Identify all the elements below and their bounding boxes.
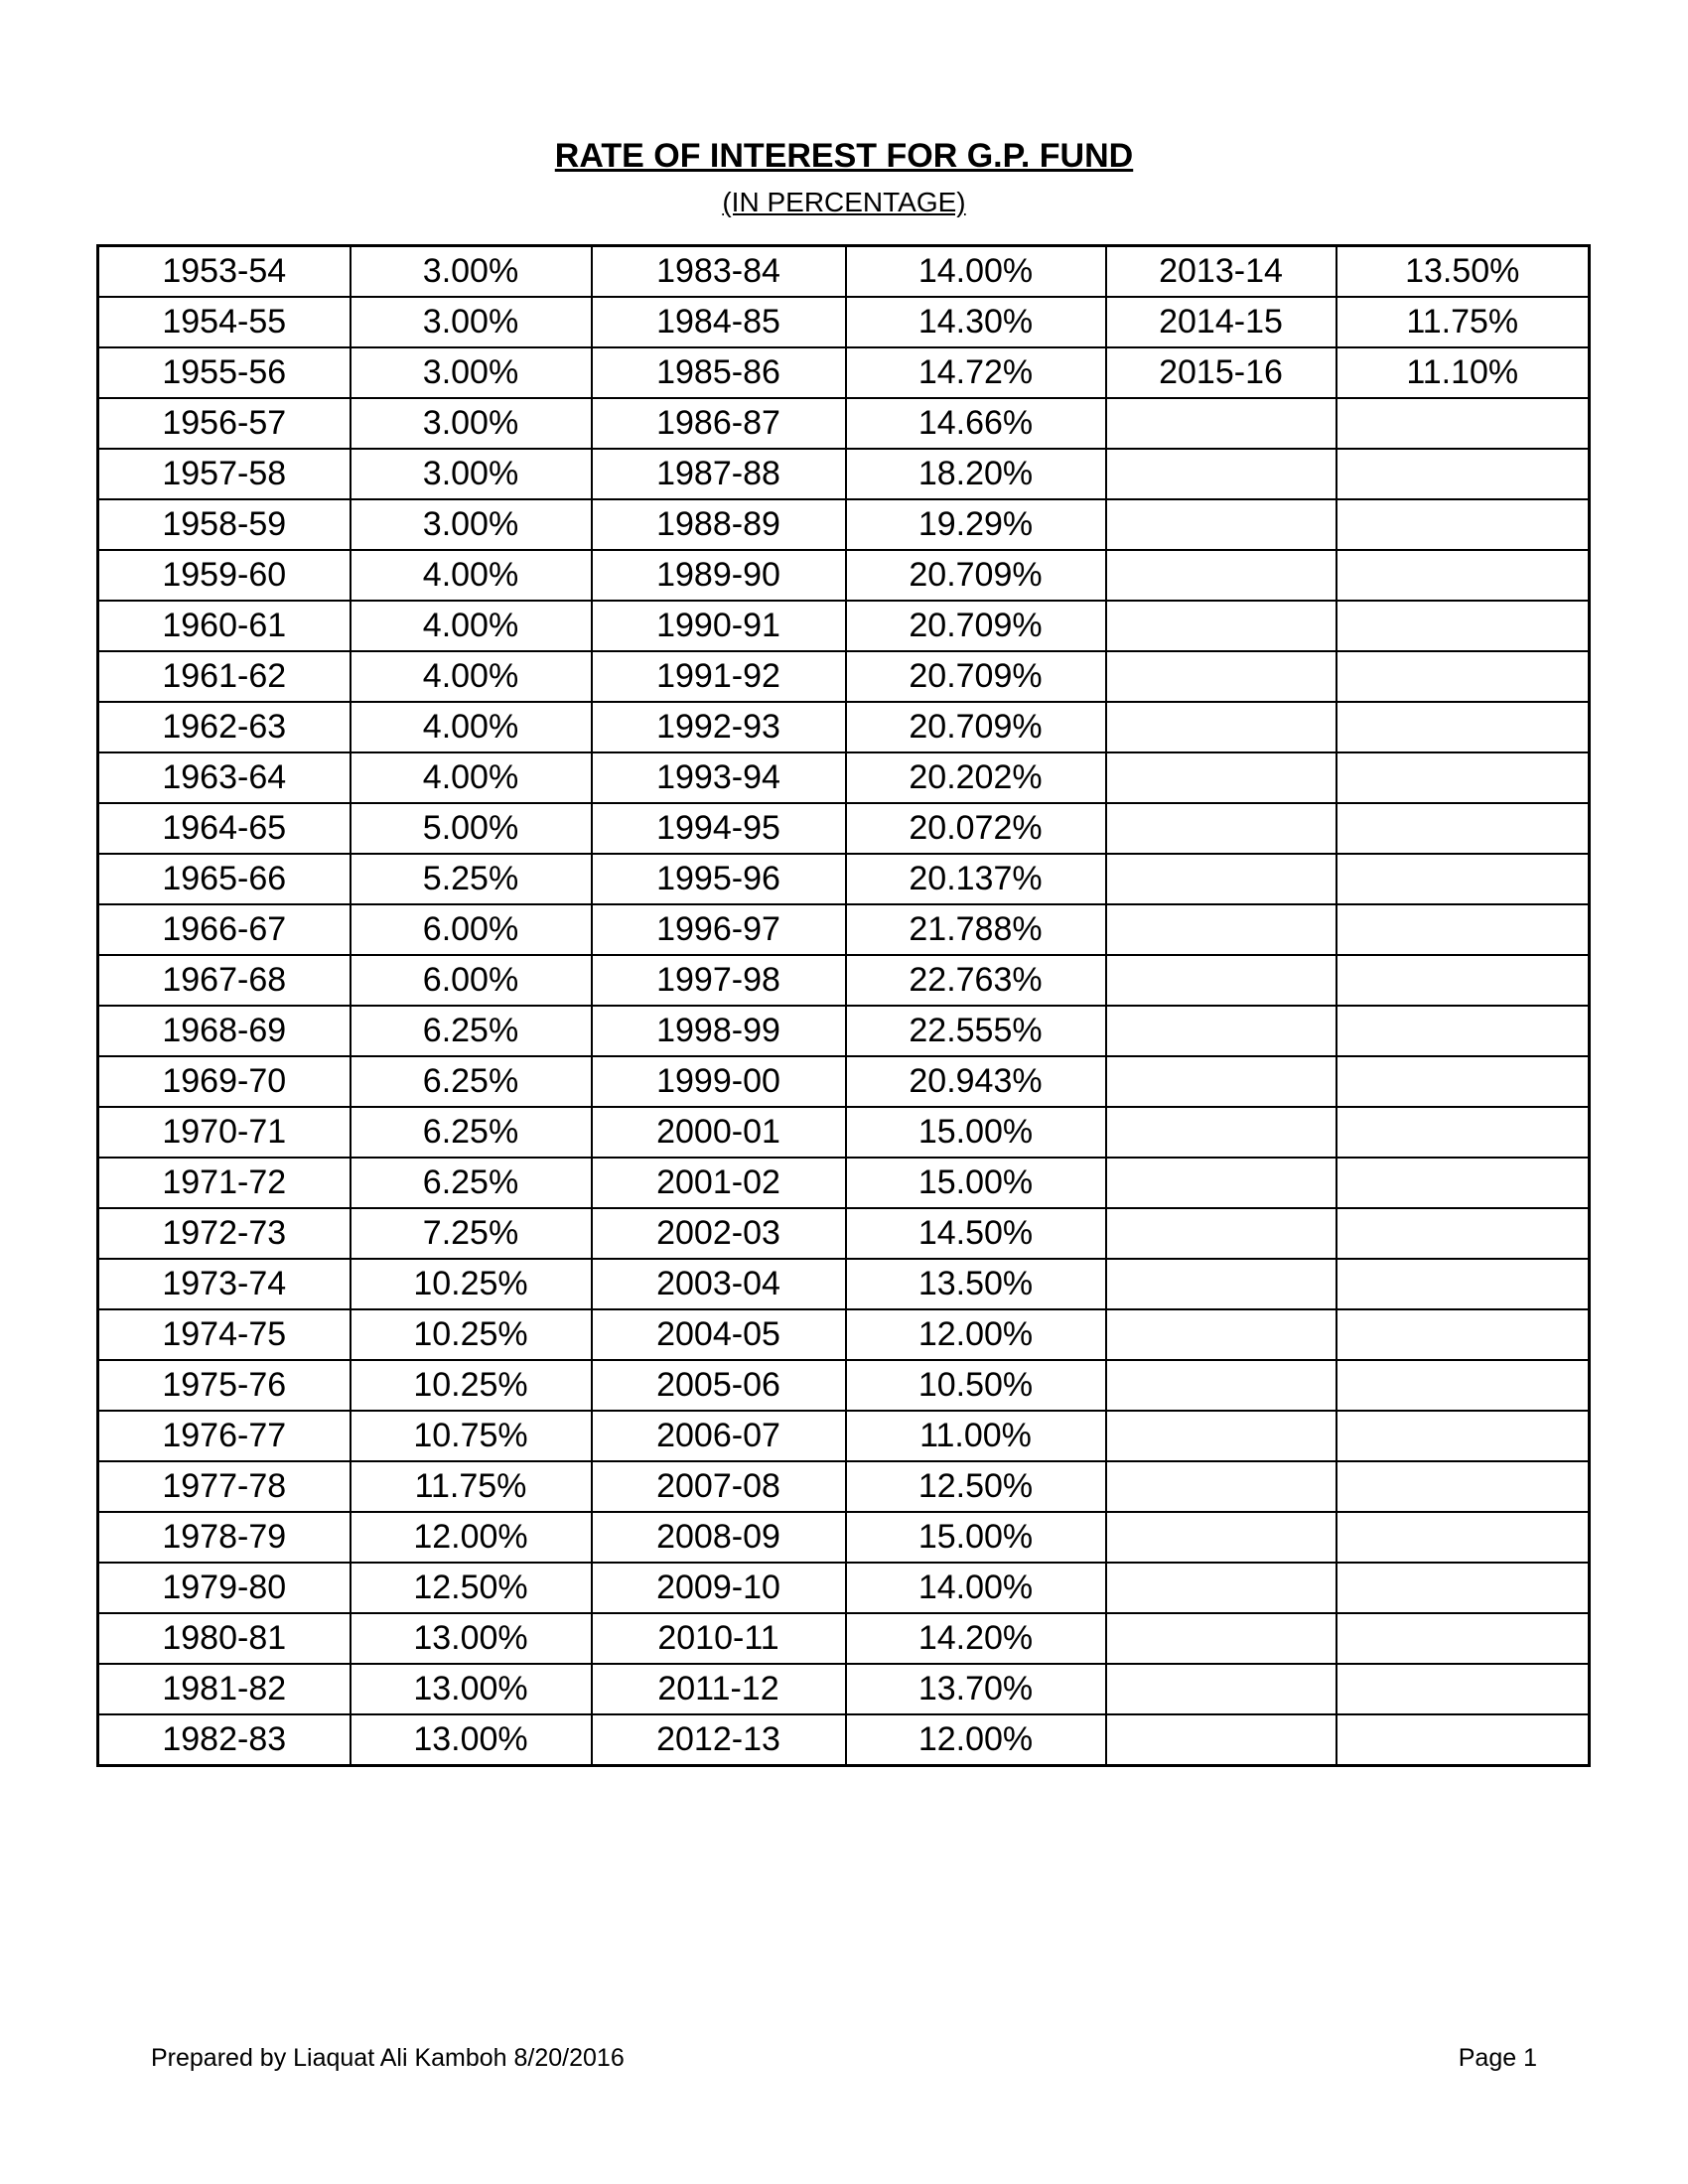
rate-cell: 12.00% <box>351 1512 592 1563</box>
rate-cell: 4.00% <box>351 601 592 651</box>
year-cell: 2004-05 <box>592 1309 846 1360</box>
rate-cell <box>1336 854 1590 904</box>
rate-cell: 7.25% <box>351 1208 592 1259</box>
rate-cell: 20.709% <box>846 601 1106 651</box>
rate-cell: 20.709% <box>846 702 1106 752</box>
table-row <box>98 1107 1590 1158</box>
table-body <box>98 246 1590 1766</box>
year-cell: 1992-93 <box>592 702 846 752</box>
interest-rate-table <box>96 244 1591 1767</box>
table-row <box>98 1006 1590 1056</box>
year-cell: 1989-90 <box>592 550 846 601</box>
year-cell: 1964-65 <box>98 803 351 854</box>
rate-cell: 5.00% <box>351 803 592 854</box>
year-cell: 1990-91 <box>592 601 846 651</box>
rate-cell <box>1336 1259 1590 1309</box>
rate-cell <box>1336 1613 1590 1664</box>
rate-cell <box>1336 1309 1590 1360</box>
year-cell: 1986-87 <box>592 398 846 449</box>
rate-cell: 11.75% <box>351 1461 592 1512</box>
table-row <box>98 1461 1590 1512</box>
rate-cell: 6.25% <box>351 1158 592 1208</box>
rate-cell: 14.00% <box>846 1563 1106 1613</box>
rate-cell: 13.00% <box>351 1714 592 1766</box>
year-cell: 1997-98 <box>592 955 846 1006</box>
rate-cell <box>1336 1006 1590 1056</box>
rate-cell: 4.00% <box>351 702 592 752</box>
rate-cell: 12.50% <box>846 1461 1106 1512</box>
year-cell: 2012-13 <box>592 1714 846 1766</box>
year-cell: 2010-11 <box>592 1613 846 1664</box>
rate-cell: 20.709% <box>846 550 1106 601</box>
rate-cell: 13.50% <box>1336 246 1590 298</box>
year-cell: 2013-14 <box>1106 246 1336 298</box>
rate-cell: 12.50% <box>351 1563 592 1613</box>
rate-cell <box>1336 449 1590 499</box>
year-cell: 2003-04 <box>592 1259 846 1309</box>
year-cell: 2014-15 <box>1106 297 1336 347</box>
footer-page-number: Page 1 <box>1458 2044 1537 2072</box>
year-cell <box>1106 1461 1336 1512</box>
rate-cell <box>1336 1056 1590 1107</box>
year-cell <box>1106 1158 1336 1208</box>
year-cell: 1957-58 <box>98 449 351 499</box>
year-cell: 1999-00 <box>592 1056 846 1107</box>
year-cell: 1960-61 <box>98 601 351 651</box>
table-row <box>98 398 1590 449</box>
year-cell: 1979-80 <box>98 1563 351 1613</box>
table-row <box>98 1259 1590 1309</box>
rate-cell <box>1336 1563 1590 1613</box>
year-cell <box>1106 1714 1336 1766</box>
year-cell: 2001-02 <box>592 1158 846 1208</box>
year-cell: 2000-01 <box>592 1107 846 1158</box>
year-cell <box>1106 803 1336 854</box>
table-row <box>98 904 1590 955</box>
year-cell <box>1106 449 1336 499</box>
year-cell: 1966-67 <box>98 904 351 955</box>
rate-cell: 15.00% <box>846 1107 1106 1158</box>
table-row <box>98 449 1590 499</box>
year-cell: 1980-81 <box>98 1613 351 1664</box>
year-cell: 1996-97 <box>592 904 846 955</box>
rate-cell: 3.00% <box>351 449 592 499</box>
rate-cell: 12.00% <box>846 1714 1106 1766</box>
year-cell: 2008-09 <box>592 1512 846 1563</box>
year-cell: 1974-75 <box>98 1309 351 1360</box>
year-cell: 1953-54 <box>98 246 351 298</box>
rate-cell: 4.00% <box>351 550 592 601</box>
footer-prepared-by: Prepared by Liaquat Ali Kamboh 8/20/2016 <box>151 2044 625 2072</box>
year-cell <box>1106 601 1336 651</box>
rate-cell: 3.00% <box>351 246 592 298</box>
year-cell: 2005-06 <box>592 1360 846 1411</box>
year-cell: 2002-03 <box>592 1208 846 1259</box>
rate-cell: 3.00% <box>351 297 592 347</box>
table-row <box>98 803 1590 854</box>
table-row <box>98 1208 1590 1259</box>
rate-cell: 3.00% <box>351 398 592 449</box>
year-cell <box>1106 398 1336 449</box>
rate-cell: 13.00% <box>351 1664 592 1714</box>
year-cell: 1955-56 <box>98 347 351 398</box>
document-title: RATE OF INTEREST FOR G.P. FUND <box>554 137 1134 175</box>
year-cell: 1987-88 <box>592 449 846 499</box>
rate-cell <box>1336 1664 1590 1714</box>
table-row <box>98 1563 1590 1613</box>
rate-cell: 13.00% <box>351 1613 592 1664</box>
rate-cell: 14.72% <box>846 347 1106 398</box>
year-cell: 1988-89 <box>592 499 846 550</box>
rate-cell: 12.00% <box>846 1309 1106 1360</box>
rate-cell: 19.29% <box>846 499 1106 550</box>
rate-cell: 10.25% <box>351 1259 592 1309</box>
rate-cell: 15.00% <box>846 1512 1106 1563</box>
rate-cell <box>1336 499 1590 550</box>
year-cell: 1969-70 <box>98 1056 351 1107</box>
year-cell: 1975-76 <box>98 1360 351 1411</box>
rate-cell <box>1336 398 1590 449</box>
year-cell: 1982-83 <box>98 1714 351 1766</box>
rate-cell: 20.072% <box>846 803 1106 854</box>
rate-cell: 4.00% <box>351 752 592 803</box>
year-cell: 1958-59 <box>98 499 351 550</box>
year-cell <box>1106 752 1336 803</box>
table-row <box>98 1056 1590 1107</box>
table-row <box>98 1360 1590 1411</box>
year-cell: 2007-08 <box>592 1461 846 1512</box>
year-cell: 1983-84 <box>592 246 846 298</box>
rate-cell: 20.709% <box>846 651 1106 702</box>
rate-cell: 10.50% <box>846 1360 1106 1411</box>
year-cell: 1963-64 <box>98 752 351 803</box>
rate-cell <box>1336 955 1590 1006</box>
rate-cell: 15.00% <box>846 1158 1106 1208</box>
rate-cell: 14.30% <box>846 297 1106 347</box>
rate-cell: 20.943% <box>846 1056 1106 1107</box>
year-cell: 2015-16 <box>1106 347 1336 398</box>
table-row <box>98 1309 1590 1360</box>
rate-cell: 22.763% <box>846 955 1106 1006</box>
rate-cell: 14.50% <box>846 1208 1106 1259</box>
rate-cell: 11.75% <box>1336 297 1590 347</box>
year-cell: 1981-82 <box>98 1664 351 1714</box>
year-cell: 1995-96 <box>592 854 846 904</box>
rate-cell: 20.202% <box>846 752 1106 803</box>
table-row <box>98 297 1590 347</box>
rate-cell: 10.25% <box>351 1309 592 1360</box>
table-row <box>98 651 1590 702</box>
rate-cell: 20.137% <box>846 854 1106 904</box>
year-cell: 1965-66 <box>98 854 351 904</box>
rate-cell <box>1336 1411 1590 1461</box>
table-row <box>98 347 1590 398</box>
rate-cell <box>1336 1360 1590 1411</box>
year-cell <box>1106 854 1336 904</box>
rate-cell: 18.20% <box>846 449 1106 499</box>
table-row <box>98 1714 1590 1766</box>
rate-cell <box>1336 803 1590 854</box>
year-cell <box>1106 651 1336 702</box>
year-cell <box>1106 1613 1336 1664</box>
year-cell: 1977-78 <box>98 1461 351 1512</box>
rate-cell <box>1336 1107 1590 1158</box>
year-cell <box>1106 702 1336 752</box>
year-cell <box>1106 550 1336 601</box>
year-cell: 1959-60 <box>98 550 351 601</box>
rate-cell: 21.788% <box>846 904 1106 955</box>
year-cell: 1971-72 <box>98 1158 351 1208</box>
year-cell: 1962-63 <box>98 702 351 752</box>
rate-cell: 14.66% <box>846 398 1106 449</box>
rate-cell: 14.00% <box>846 246 1106 298</box>
rate-cell <box>1336 1714 1590 1766</box>
year-cell <box>1106 1006 1336 1056</box>
table-row <box>98 1664 1590 1714</box>
year-cell: 2009-10 <box>592 1563 846 1613</box>
rate-cell: 3.00% <box>351 499 592 550</box>
table-row <box>98 550 1590 601</box>
year-cell: 1967-68 <box>98 955 351 1006</box>
table-row <box>98 854 1590 904</box>
year-cell <box>1106 1563 1336 1613</box>
year-cell <box>1106 1411 1336 1461</box>
rate-cell <box>1336 1512 1590 1563</box>
rate-cell <box>1336 904 1590 955</box>
rate-cell <box>1336 601 1590 651</box>
table-row <box>98 955 1590 1006</box>
table-row <box>98 1512 1590 1563</box>
year-cell: 2011-12 <box>592 1664 846 1714</box>
rate-cell: 3.00% <box>351 347 592 398</box>
rate-cell <box>1336 651 1590 702</box>
rate-cell <box>1336 1158 1590 1208</box>
rate-cell: 6.25% <box>351 1107 592 1158</box>
rate-cell: 11.00% <box>846 1411 1106 1461</box>
rate-cell: 4.00% <box>351 651 592 702</box>
rate-cell: 5.25% <box>351 854 592 904</box>
year-cell <box>1106 1512 1336 1563</box>
year-cell: 1993-94 <box>592 752 846 803</box>
year-cell: 1978-79 <box>98 1512 351 1563</box>
table-row <box>98 601 1590 651</box>
rate-cell: 10.75% <box>351 1411 592 1461</box>
year-cell <box>1106 955 1336 1006</box>
year-cell: 1970-71 <box>98 1107 351 1158</box>
rate-cell <box>1336 1461 1590 1512</box>
year-cell <box>1106 1259 1336 1309</box>
table-row <box>98 1158 1590 1208</box>
rate-cell <box>1336 550 1590 601</box>
rate-cell: 22.555% <box>846 1006 1106 1056</box>
rate-cell <box>1336 702 1590 752</box>
table-row <box>98 499 1590 550</box>
year-cell <box>1106 1360 1336 1411</box>
rate-cell: 6.25% <box>351 1056 592 1107</box>
rate-cell: 11.10% <box>1336 347 1590 398</box>
rate-cell <box>1336 1208 1590 1259</box>
rate-cell: 14.20% <box>846 1613 1106 1664</box>
year-cell: 1956-57 <box>98 398 351 449</box>
year-cell: 1972-73 <box>98 1208 351 1259</box>
rate-cell: 10.25% <box>351 1360 592 1411</box>
table-row <box>98 1411 1590 1461</box>
year-cell: 1954-55 <box>98 297 351 347</box>
year-cell: 1984-85 <box>592 297 846 347</box>
document-subtitle: (IN PERCENTAGE) <box>722 187 966 217</box>
year-cell <box>1106 1107 1336 1158</box>
year-cell <box>1106 1056 1336 1107</box>
rate-cell: 13.70% <box>846 1664 1106 1714</box>
rate-cell: 6.25% <box>351 1006 592 1056</box>
table-row <box>98 752 1590 803</box>
year-cell <box>1106 1309 1336 1360</box>
year-cell: 1985-86 <box>592 347 846 398</box>
year-cell: 1961-62 <box>98 651 351 702</box>
table-row <box>98 702 1590 752</box>
year-cell: 1976-77 <box>98 1411 351 1461</box>
year-cell <box>1106 1664 1336 1714</box>
rate-cell: 6.00% <box>351 955 592 1006</box>
year-cell <box>1106 499 1336 550</box>
year-cell: 1991-92 <box>592 651 846 702</box>
rate-cell: 6.00% <box>351 904 592 955</box>
year-cell: 1968-69 <box>98 1006 351 1056</box>
year-cell: 1973-74 <box>98 1259 351 1309</box>
rate-cell: 13.50% <box>846 1259 1106 1309</box>
table-row <box>98 246 1590 298</box>
rate-cell <box>1336 752 1590 803</box>
year-cell: 1994-95 <box>592 803 846 854</box>
table-row <box>98 1613 1590 1664</box>
year-cell: 1998-99 <box>592 1006 846 1056</box>
year-cell <box>1106 904 1336 955</box>
year-cell: 2006-07 <box>592 1411 846 1461</box>
year-cell <box>1106 1208 1336 1259</box>
